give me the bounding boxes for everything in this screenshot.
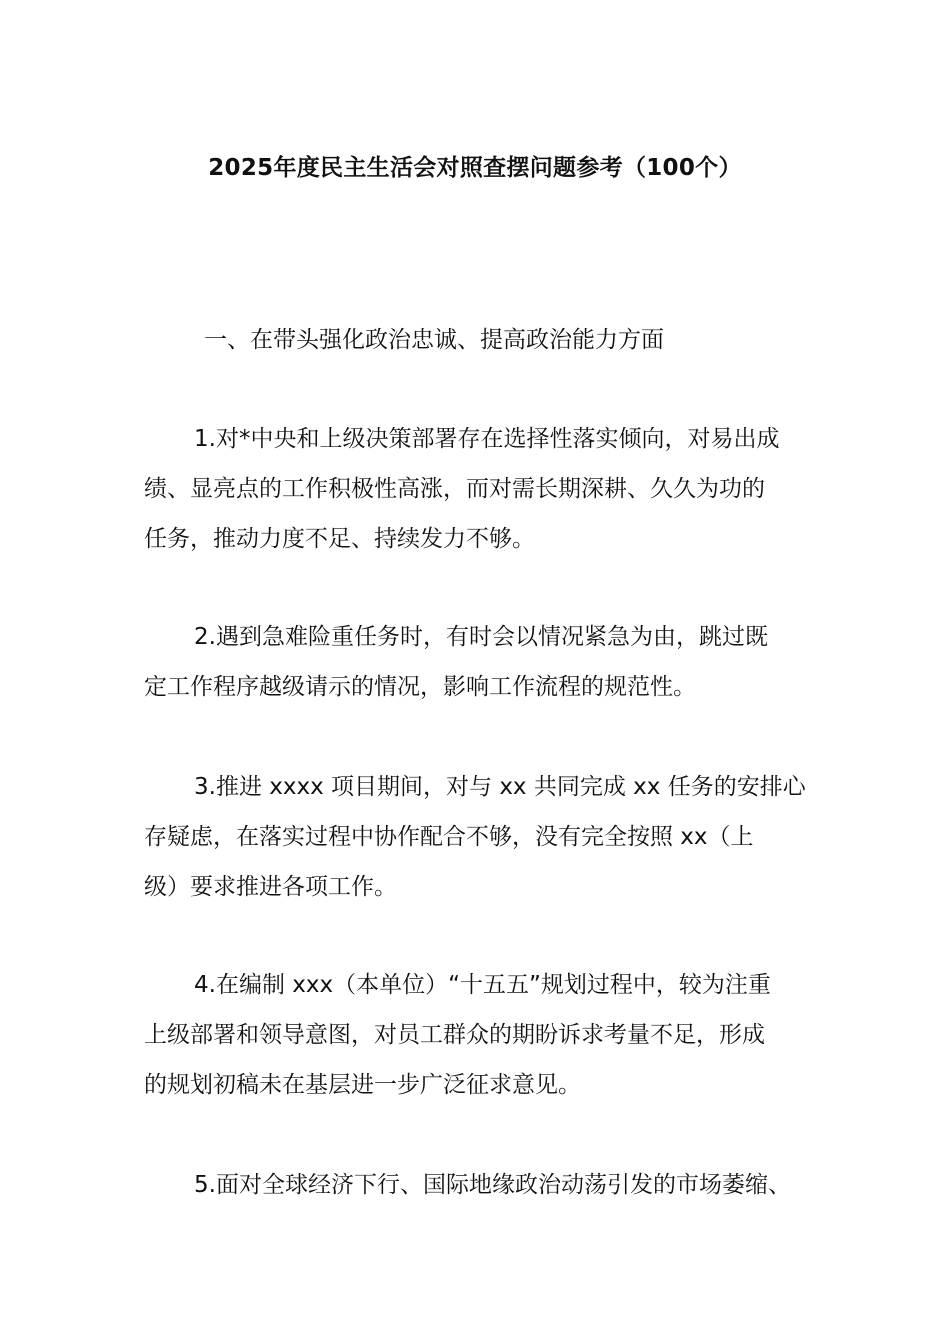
- document-title: 2025年度民主生活会对照查摆问题参考（100个）: [208, 155, 742, 181]
- paragraph-line: 存疑虑，在落实过程中协作配合不够，没有完全按照 xx（上: [144, 824, 754, 850]
- paragraph-line: 3.推进 xxxx 项目期间，对与 xx 共同完成 xx 任务的安排心: [194, 774, 806, 800]
- section-heading: 一、在带头强化政治忠诚、提高政治能力方面: [204, 327, 664, 353]
- paragraph-1: [144, 414, 824, 564]
- paragraph-line: 的规划初稿未在基层进一步广泛征求意见。: [144, 1072, 581, 1098]
- paragraph-line: 上级部署和领导意图，对员工群众的期盼诉求考量不足，形成: [144, 1022, 765, 1048]
- paragraph-2: [144, 612, 824, 712]
- paragraph-line: 定工作程序越级请示的情况，影响工作流程的规范性。: [144, 674, 696, 700]
- paragraph-line: 任务，推动力度不足、持续发力不够。: [144, 526, 535, 552]
- paragraph-line: 5.面对全球经济下行、国际地缘政治动荡引发的市场萎缩、: [194, 1172, 791, 1198]
- paragraph-4: [144, 960, 824, 1110]
- paragraph-3: [144, 762, 824, 912]
- paragraph-line: 1.对*中央和上级决策部署存在选择性落实倾向，对易出成: [194, 426, 780, 452]
- paragraph-line: 4.在编制 xxx（本单位）“十五五”规划过程中，较为注重: [194, 972, 771, 998]
- paragraph-line: 2.遇到急难险重任务时，有时会以情况紧急为由，跳过既: [194, 624, 768, 650]
- paragraph-5: [144, 1160, 824, 1210]
- paragraph-line: 绩、显亮点的工作积极性高涨，而对需长期深耕、久久为功的: [144, 476, 765, 502]
- paragraph-line: 级）要求推进各项工作。: [144, 874, 397, 900]
